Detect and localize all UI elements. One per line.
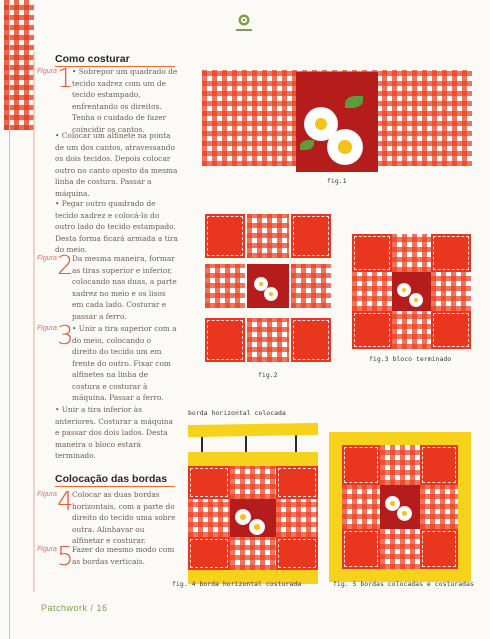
- caption-fig1: fig.1: [327, 177, 347, 185]
- page-footer: Patchwork / 16: [41, 603, 108, 613]
- section-title-colocacao-bordas: Colocação das bordas: [55, 473, 168, 485]
- fig4-top-border-folded: [188, 423, 318, 437]
- step-number-2: 2: [57, 251, 74, 281]
- caption-fig5: fig. 5 bordas colocadas e costuradas: [333, 580, 474, 588]
- bullet-4-text: • Unir a tira inferior às anteriores. Costurar a máquina e passar dos dois lados. Desta maneira o bloco estará terminado.: [55, 405, 173, 460]
- step-2-text: Da mesma maneira, formar as tiras superior e inferior, colocando nas duas, a parte xadrez no meio e os lisos em cada lado. Costurar e passar a ferro.: [72, 254, 177, 321]
- page-margin-line: [9, 0, 10, 639]
- step-number-3: 3: [57, 321, 74, 351]
- fig5-bordered-block: [329, 432, 471, 582]
- fig4-block: [188, 466, 318, 570]
- step-4-text: Colocar as duas bordas horizontais, com a parte do direito do tecido uma sobre outra. Alinhavar ou alfinetar e costurar.: [72, 490, 176, 545]
- step-3-text: • Unir a tira superior com a do meio, colocando o direito do tecido um em frente do outro. Fixar com alfinetes na linha de costura e costurar à máquina. Passar a ferro.: [72, 324, 177, 402]
- caption-fig4-top: borda horizontal colocada: [188, 409, 286, 417]
- flower-ornament-icon: [238, 14, 250, 26]
- section-title-como-costurar: Como costurar: [55, 53, 130, 65]
- figure-label-4: Figura: [37, 491, 57, 498]
- ornament-bar: [236, 29, 252, 31]
- step-number-4: 4: [57, 487, 74, 517]
- figure-label-2: Figura: [37, 255, 57, 262]
- bullet-3-text: • Pegar outro quadrado de tecido xadrez e colocá-lo do outro lado do tecido estampado. Desta forma ficará armada a tira do meio.: [55, 199, 178, 254]
- caption-fig4: fig. 4 borda horizontal costurada: [172, 580, 302, 588]
- step-number-5: 5: [57, 542, 74, 572]
- figure-label-1: Figura: [37, 68, 57, 75]
- caption-fig3: fig.3 bloco terminado: [369, 355, 452, 363]
- fig4-top-border: [188, 452, 318, 466]
- step-5-text: Fazer do mesmo modo com as bordas verticais.: [72, 545, 175, 566]
- fig2-bottom-row: [205, 318, 331, 362]
- caption-fig2: fig.2: [258, 371, 278, 379]
- daisy-flower: [328, 130, 362, 164]
- fig2-middle-row: [205, 264, 331, 308]
- step-1-text: • Sobrepor um quadrado de tecido xadrez com um de tecido estampado, enfrentando os direitos. Tenha o cuidado de fazer coincidir os cantos.: [72, 67, 178, 134]
- fig2-top-row: [205, 214, 331, 258]
- fig3-finished-block: [352, 234, 471, 349]
- figure-label-5: Figura: [37, 546, 57, 553]
- bullet-2-text: • Colocar um alfinete na ponta de um dos cantos, atravessando os dois tecidos. Depois colocar outro no canto oposto da mesma linha de costura. Passar a máquina.: [55, 131, 178, 198]
- step-number-1: 1: [57, 64, 74, 94]
- figure-label-3: Figura: [37, 325, 57, 332]
- side-rule: [33, 52, 35, 592]
